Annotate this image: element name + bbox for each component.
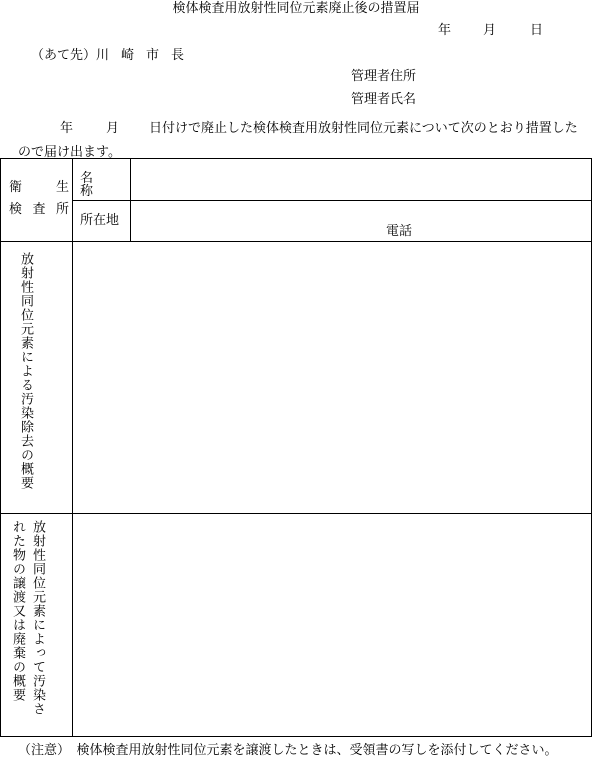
facility-location-label-cell [73, 200, 131, 242]
form-table [0, 158, 592, 737]
transfer-disposal-label-line2: れた物の譲渡又は廃棄の概要 [10, 520, 25, 702]
facility-name-field[interactable] [131, 159, 592, 201]
transfer-disposal-label-cell [1, 514, 73, 737]
decontamination-label-cell [1, 242, 73, 514]
addressee [31, 49, 196, 62]
statement-year: 年 [60, 121, 74, 136]
transfer-disposal-summary-field[interactable] [73, 514, 592, 737]
facility-label-char: 査 [32, 202, 46, 217]
decontamination-label: 放射性同位元素による汚染除去の概要 [18, 252, 33, 490]
statement-month: 月 [106, 121, 120, 136]
statement-rest: 日付けで廃止した検体検査用放射性同位元素について次のとおり措置したので届け出ます。 [18, 121, 578, 160]
date-day: 日 [530, 23, 544, 38]
facility-location-field[interactable] [131, 200, 592, 242]
note-text: （注意） 検体検査用放射性同位元素を譲渡したときは、受領書の写しを添付してください。 [18, 743, 558, 758]
date-year: 年 [438, 23, 452, 38]
transfer-disposal-label-line1: 放射性同位元素によって汚染さ [30, 520, 45, 716]
date-month: 月 [483, 23, 497, 38]
addressee-prefix: （あて先） [31, 48, 97, 63]
facility-name-label-cell [73, 159, 131, 201]
submission-date [438, 24, 543, 37]
facility-name-label: 名称 [80, 171, 108, 199]
facility-label-char: 検 [9, 202, 23, 217]
manager-address-label: 管理者住所 [351, 69, 417, 84]
addressee-city: 川崎市長 [96, 48, 197, 63]
document-title: 検体検査用放射性同位元素廃止後の措置届 [172, 1, 420, 16]
facility-label-cell [1, 159, 73, 242]
facility-label-char: 所 [55, 202, 69, 217]
decontamination-summary-field[interactable] [73, 242, 592, 514]
phone-label: 電話 [386, 223, 413, 239]
facility-location-label: 所在地 [80, 212, 120, 228]
facility-label-char: 衛 [9, 180, 23, 195]
facility-label-char: 生 [55, 180, 69, 195]
manager-name-label: 管理者氏名 [351, 92, 417, 107]
